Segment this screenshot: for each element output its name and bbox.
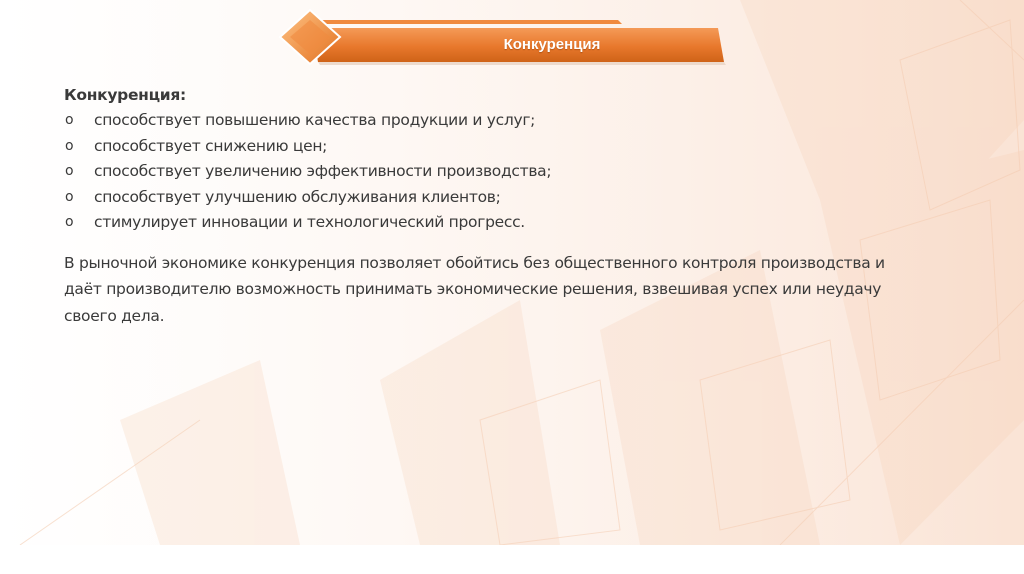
list-item [64,134,924,160]
list-item-text: способствует улучшению обслуживания клиентов; [94,187,501,206]
list-item-text: способствует повышению качества продукции и услуг; [94,111,536,129]
list-item [64,159,924,185]
list-item-text: способствует снижению цен; [94,136,328,155]
list-item-text: способствует увеличению эффективности производства; [94,162,552,180]
bullet-circle-icon: o [65,112,74,128]
bullet-circle-icon: o [65,163,74,179]
list-item-text: стимулирует инновации и технологический прогресс. [94,213,525,231]
body-paragraph: В рыночной экономике конкуренция позволяет обойтись без общественного контроля производства и даёт производителю возможность принимать экономические решения, взвешивая успех или неудачу своего дела. [64,253,885,325]
list-item [64,185,924,211]
content-heading: Конкуренция: [64,86,186,104]
bullet-circle-icon: o [65,188,74,205]
list-item [64,210,924,236]
slide-title: Конкуренция [503,36,601,53]
content-area [64,83,924,329]
bullet-circle-icon: o [65,214,74,230]
list-item [64,108,924,134]
bullet-list [64,108,924,236]
title-banner [272,6,728,68]
bottom-margin [0,545,1024,574]
bullet-circle-icon: o [65,137,74,154]
